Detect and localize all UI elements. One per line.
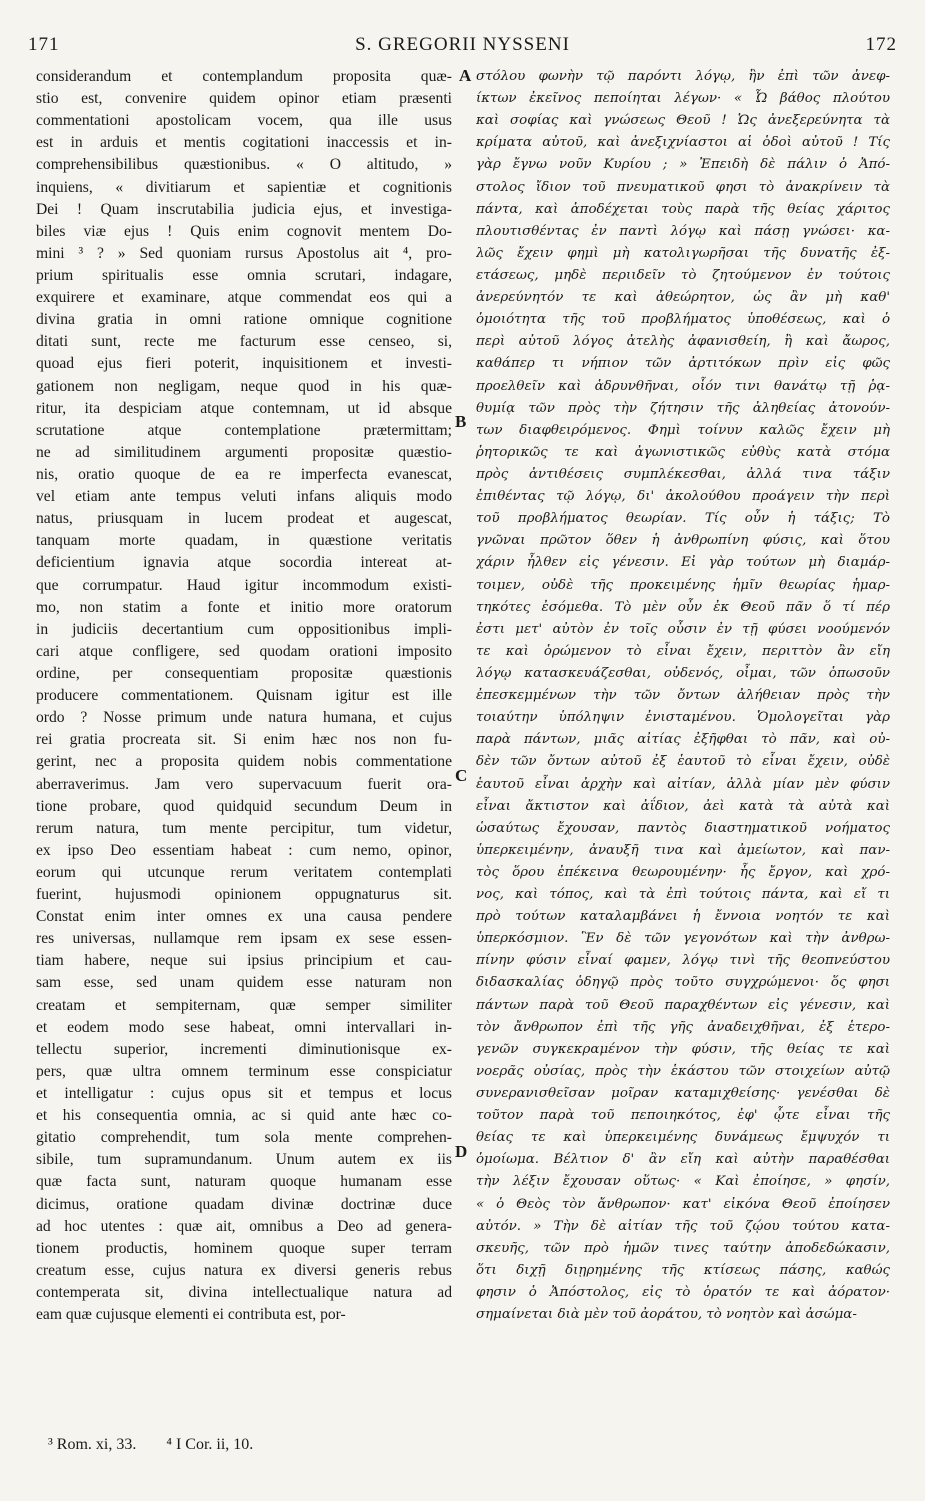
greek-text-line: στόλου φωνὴν τῷ παρόντι λόγῳ, ἣν ἐπὶ τῶν ἀνεφ- — [476, 69, 890, 84]
greek-text-line: εἶναι ἄκτιστον καὶ ἀΐδιον, ἀεὶ κατὰ τὰ αὐτὰ καὶ — [476, 798, 890, 814]
latin-text-line: scrutatione atque contemplatione prætermittam; — [36, 421, 452, 439]
greek-text-line: προελθεῖν καὶ ἁδρυνθῆναι, οἷόν τινι θανάτῳ τῇ ῥᾳ- — [476, 378, 890, 394]
latin-text-line: creatum esse, cujus natura ex diversi generis rebus — [36, 1261, 452, 1279]
greek-column — [476, 66, 890, 1326]
latin-text-line: ordo ? Nosse primum unde natura humana, et cujus — [36, 709, 452, 727]
greek-text-line: ετάσεως, μηδὲ περιιδεῖν τὸ ζητούμενον ἐν τούτοις — [476, 267, 890, 283]
latin-text-line: sibile, tum supramundanum. Unum autem ex iis — [36, 1151, 452, 1169]
latin-text-line: cari atque confligere, sed quodam orationi imposito — [36, 642, 452, 660]
greek-text-line: πλουτισθέντας ἐν παντὶ λόγῳ καὶ πάσῃ γνώσει· κα- — [476, 223, 890, 239]
latin-text-line: gerint, nec a proposita quidem nobis commentatione — [36, 753, 452, 771]
latin-text-line: considerandum et contemplandum proposita quæ- — [36, 68, 452, 85]
greek-text-line: ἀνερεύνητόν τε καὶ ἀθεώρητον, ὡς ἂν μὴ καθ' — [476, 290, 890, 306]
latin-text-line: tione probare, quod quidquid secundum Deum in — [36, 797, 452, 815]
latin-text-line: gationem non negligam, neque quod in his quæ- — [36, 377, 452, 395]
greek-text-line: θυμίᾳ τῶν πρὸς τὴν ζήτησιν τῆς ἀληθείας ἀτονούν- — [476, 400, 890, 416]
greek-text-line: λόγῳ κατασκευάζεσθαι, οὐδενός, οἶμαι, τῶν ὁπωσοῦν — [476, 665, 890, 681]
greek-text-line: διδασκαλίας ὁδηγῷ πρὸς τοῦτο συγχρώμενοι· ὅς φησι — [476, 975, 890, 991]
greek-text-line: γνῶναι πρῶτον ὅθεν ἡ ἀνθρωπίνη φύσις, καὶ ὅτου — [476, 533, 890, 549]
greek-text-line: φησιν ὁ Ἀπόστολος, εἰς τὸ ὁρατόν τε καὶ ἀόρατον· — [476, 1285, 890, 1301]
latin-text-line: Constat enim inter omnes ex una causa pendere — [36, 908, 452, 926]
greek-text-line: συνερανισθεῖσαν μοῖραν καταμιχθείσης· γενέσθαι δὲ — [476, 1086, 890, 1102]
greek-text-line: τε καὶ ὁρώμενον τὸ εἶναι ἔχειν, περιττὸν ἂν εἴη — [476, 643, 890, 659]
greek-text-line: πρὸ τούτων καταλαμβάνει ἡ ἔννοια νοητόν τε καὶ — [476, 909, 890, 925]
greek-text-line: νοερᾶς οὐσίας, πρὸς τὴν ἑκάστου τῶν στοιχείων αὐτῷ — [476, 1063, 890, 1079]
latin-text-line: divina gratia in omni ratione omnique cognitione — [36, 311, 452, 329]
page-number-left: 171 — [28, 34, 60, 55]
latin-text-line: eorum qui utcunque rerum veritatem contemplati — [36, 863, 452, 881]
latin-text-line: nis, oratio quoque de ea re imperfecta evanescat, — [36, 465, 452, 483]
footnote-2: ⁴ I Cor. ii, 10. — [166, 1436, 254, 1453]
latin-text-line: rerum natura, tum mente percipitur, tum videtur, — [36, 819, 452, 837]
latin-text-line: tanquam morte quadam, in quæstione veritatis — [36, 532, 452, 550]
greek-text-line: τοιμεν, οὐδὲ τῆς προκειμένης ἡμῖν θεωρίας ἡμαρ- — [476, 577, 890, 593]
margin-marker-a: A — [459, 66, 472, 85]
greek-text-line: λῶς ἔχειν φημὶ μὴ κατολιγωρῆσαι τῆς δυνατῆς ἐξ- — [476, 245, 890, 261]
greek-text-line: αὐτόν. » Τὴν δὲ αἰτίαν τῆς τοῦ ζῴου τούτου κατα- — [476, 1218, 890, 1234]
latin-text-line: ditati sunt, recte me facturum esse censeo, si, — [36, 333, 452, 351]
latin-text-line: ritur, ita despiciam atque contemnam, ut id absque — [36, 399, 452, 417]
greek-text-line: κρίματα αὐτοῦ, καὶ ἀνεξιχνίαστοι αἱ ὁδοὶ αὐτοῦ ! Τίς — [476, 135, 890, 151]
latin-text-line: deficientium ignavia atque socordia intereat at- — [36, 554, 452, 572]
latin-text-line: eam quæ cujusque elementi ei contributa est, por- — [36, 1306, 346, 1324]
greek-text-line: τὴν λέξιν ἔχουσαν οὕτως· « Καὶ ἐποίησε, » φησίν, — [476, 1174, 890, 1190]
page-number-right: 172 — [865, 34, 897, 55]
greek-text-line: ὅτι διχῇ διῃρημένης τῆς κτίσεως πάσης, καθώς — [476, 1262, 890, 1278]
running-title: S. GREGORII NYSSENI — [355, 34, 570, 55]
greek-text-line: ὡσαύτως ἔχουσαν, παντὸς διαστηματικοῦ νοήματος — [476, 820, 890, 836]
latin-text-line: ordine, per consequentiam propositæ quæstionis — [36, 664, 452, 682]
latin-text-line: res universas, nullamque rem ipsam ex sese essen- — [36, 930, 452, 948]
greek-text-line: παρὰ πάντων, μιᾶς αἰτίας ἐξῆφθαι τὸ πᾶν, καὶ οὐ- — [476, 732, 890, 748]
greek-text-line: σημαίνεται διὰ μὲν τοῦ ἀοράτου, τὸ νοητὸν καὶ ἀσώμα- — [476, 1307, 857, 1323]
greek-text-line: ῥητορικῶς τε καὶ ἀγωνιστικῶς εὐθὺς κατὰ στόμα — [476, 444, 890, 460]
greek-text-line: ὁμοιότητα τῆς τοῦ προβλήματος ὑποθέσεως, καὶ ὁ — [476, 312, 890, 328]
latin-text-line: aberraverimus. Jam vero supervacuum fuerit ora- — [36, 775, 452, 793]
latin-text-line: tiam habere, neque sui ipsius principium et cau- — [36, 952, 452, 970]
margin-marker-d: D — [455, 1142, 468, 1161]
footnote-1: ³ Rom. xi, 33. — [48, 1436, 137, 1453]
greek-text-line: ἐστι μετ' αὐτὸν ἐν τοῖς οὖσιν ἐν τῇ φύσει νοούμενόν — [476, 621, 890, 637]
latin-text-line: stio est, convenire quidem opinor etiam præsenti — [36, 90, 452, 108]
greek-text-line: ἑαυτοῦ εἶναι ἀρχὴν καὶ αἰτίαν, ἀλλὰ μίαν μὲν φύσιν — [476, 776, 890, 792]
greek-text-line: στολος ἴδιον τοῦ πνευματικοῦ φησι τὸ ἀνακρίνειν τὰ — [476, 179, 890, 195]
greek-text-line: των διαφθειρόμενος. Φημὶ τοίνυν καλῶς ἔχειν μὴ — [476, 422, 890, 438]
greek-text-line: τοῦ προβλήματος θεωρίαν. Τίς οὖν ἡ τάξις; Τὸ — [476, 511, 890, 527]
greek-text-line: πάντα, καὶ ἀποδέχεται τοὺς παρὰ τῆς θείας χάριτος — [476, 201, 890, 217]
greek-text-line: καὶ σοφίας καὶ γνώσεως Θεοῦ ! Ὡς ἀνεξερεύνητα τὰ — [476, 113, 890, 129]
greek-text-line: ίκτων ἐκεῖνος πεποίηται λέγων· « Ὦ βάθος πλούτου — [476, 91, 890, 107]
greek-text-line: τὸν ἄνθρωπον ἐπὶ τῆς γῆς ἀναδειχθῆναι, ἐξ ἑτερο- — [476, 1019, 890, 1035]
greek-text-line: ὑπερκειμένην, ἀναυξῆ τινα καὶ ἀμείωτον, καὶ παν- — [476, 842, 890, 858]
latin-text-line: exquirere et examinare, atque commendat eos qui a — [36, 289, 452, 307]
latin-text-line: quoad ejus fieri poterit, inquisitionem et investi- — [36, 355, 452, 373]
latin-text-line: natus, priusquam in lucem prodeat et augescat, — [36, 510, 452, 528]
latin-text-line: creatam et sempiternam, quæ semper similiter — [36, 996, 452, 1014]
latin-text-line: Dei ! Quam inscrutabilia judicia ejus, et investiga- — [36, 200, 452, 218]
latin-text-line: pers, quæ ultra omnem terminum esse conspiciatur — [36, 1062, 452, 1080]
latin-text-line: vel etiam ante tempus veluti infans aliquis modo — [36, 488, 452, 506]
latin-text-line: comprehensibilibus quæstionibus. « O altitudo, » — [36, 156, 452, 174]
latin-text-line: tionem productis, hominem quoque super terram — [36, 1239, 452, 1257]
greek-text-line: ὁμοίωμα. Βέλτιον δ' ἂν εἴη καὶ αὐτὴν παραθέσθαι — [476, 1152, 890, 1168]
greek-text-line: χάριν ἦλθεν εἰς γένεσιν. Εἰ γὰρ τούτων μὴ διαμάρ- — [476, 555, 890, 571]
greek-text-line: τοῦτον παρὰ τοῦ πεποιηκότος, ἐφ' ᾧτε εἶναι τῆς — [476, 1108, 890, 1124]
latin-text-line: ad hoc utentes : quæ ait, omnibus a Deo ad genera- — [36, 1217, 452, 1235]
latin-text-line: ne ad similitudinem argumenti propositæ quæstio- — [36, 443, 452, 461]
latin-text-line: sam esse, sed unam quidem esse naturam non — [36, 974, 452, 992]
latin-text-line: contemperata sit, divina intellectualique natura ad — [36, 1284, 452, 1302]
latin-text-line: producere commentationem. Quisnam igitur est ille — [36, 687, 452, 705]
latin-text-line: quæ facta sunt, naturam quoque humanam esse — [36, 1173, 452, 1191]
latin-column — [36, 66, 452, 1326]
latin-text-line: fuerint, hujusmodi opinionem oppugnaturus sit. — [36, 886, 452, 904]
greek-text-line: τὸς ὅρου ἐπέκεινα θεωρουμένην· ἧς ἔργον, καὶ χρό- — [476, 864, 890, 880]
margin-marker-b: B — [455, 412, 467, 431]
greek-text-line: ὑπερκόσμιον. Ἓν δὲ τῶν γεγονότων καὶ τὴν ἀνθρω- — [476, 931, 890, 947]
greek-text-line: τηκότες ἐσόμεθα. Τὸ μὲν οὖν ἐκ Θεοῦ πᾶν ὅ τί πέρ — [476, 599, 890, 615]
greek-text-line: νος, καὶ τόπος, καὶ τὰ ἐπὶ τούτοις πάντα, καὶ εἴ τι — [476, 887, 890, 903]
latin-text-line: et eodem modo sese habeat, omni intervallari in- — [36, 1018, 452, 1036]
latin-text-line: dicimus, oratione quadam divinæ doctrinæ duce — [36, 1195, 452, 1213]
latin-text-line: commentationi apostolicam vocem, qua ille usus — [36, 112, 452, 130]
greek-text-line: γὰρ ἔγνω νοῦν Κυρίου ; » Ἐπειδὴ δὲ πάλιν ὁ Ἀπό- — [476, 157, 890, 173]
footnotes — [48, 1436, 279, 1454]
greek-text-line: ἐπεσκεμμένων τὴν τῶν ὄντων ἀλήθειαν πρὸς τὴν — [476, 688, 890, 704]
latin-text-line: et intelligatur : cujus opus sit et tempus et locus — [36, 1085, 452, 1103]
latin-text-line: biles viæ ejus ! Quis enim cognovit mentem Do- — [36, 222, 452, 240]
greek-text-line: πάντων παρὰ τοῦ Θεοῦ παραχθέντων εἰς γένεσιν, καὶ — [476, 997, 890, 1013]
latin-text-line: gitatio comprehendit, tum sola mente comprehen- — [36, 1129, 452, 1147]
greek-text-line: ἐπιθέντας τῷ λόγῳ, δι' ἀκολούθου προάγειν τὴν περὶ — [476, 489, 890, 505]
latin-text-line: mini ³ ? » Sed quoniam rursus Apostolus ait ⁴, pro- — [36, 244, 452, 262]
latin-text-line: mo, non statim a fonte et initio more oratorum — [36, 598, 452, 616]
greek-text-line: καθάπερ τι νήπιον τῶν ἀρτιτόκων πρὶν εἰς φῶς — [476, 356, 890, 372]
latin-text-line: est in arduis et mentis cogitationi inaccessis et in- — [36, 134, 452, 152]
greek-text-line: πρὸς ἀντιθέσεις συμπλέκεσθαι, ἀλλά τινα τάξιν — [476, 466, 890, 482]
greek-text-line: πίνην φύσιν εἶναί φαμεν, λόγῳ τινὶ τῆς θεοπνεύστου — [476, 953, 890, 969]
greek-text-line: σκευῆς, τῶν πρὸ ἡμῶν τινες ταύτην ἀποδεδώκασιν, — [476, 1240, 890, 1256]
margin-marker-c: C — [455, 766, 468, 785]
greek-text-line: περὶ αὐτοῦ λόγος ἀτελὴς ἀφανισθείη, ἢ καὶ ἄωρος, — [476, 334, 890, 350]
greek-text-line: « ὁ Θεὸς τὸν ἄνθρωπον· κατ' εἰκόνα Θεοῦ ἐποίησεν — [476, 1196, 890, 1212]
latin-text-line: in judiciis decertantium cum oppositionibus impli- — [36, 620, 452, 638]
greek-text-line: δὲν τῶν ὄντων αὐτοῦ ἐξ ἑαυτοῦ τὸ εἶναι ἔχειν, οὐδὲ — [476, 754, 890, 770]
latin-text-line: prium spiritualis esse omnia scrutari, indagare, — [36, 266, 452, 284]
latin-text-line: ex ipso Deo essentiam habeat : cum nemo, opinor, — [36, 841, 452, 859]
latin-text-line: que corrumpatur. Haud igitur incommodum existi- — [36, 576, 452, 594]
greek-text-line: γενῶν συγκεκραμένον τὴν φύσιν, τῆς θείας τε καὶ — [476, 1041, 890, 1057]
greek-text-line: θείας τε καὶ ὑπερκειμένης δυνάμεως ἔμψυχόν τι — [476, 1130, 890, 1146]
latin-text-line: rei gratia procreata sit. Si enim hæc nos non fu- — [36, 731, 452, 749]
latin-text-line: et his consequentia omnia, ac si quid ante hæc co- — [36, 1107, 452, 1125]
latin-text-line: inquiens, « divitiarum et sapientiæ et cognitionis — [36, 178, 452, 196]
page-header — [28, 34, 897, 60]
greek-text-line: τοιαύτην ὑπόληψιν ἐνισταμένου. Ὁμολογεῖται γὰρ — [476, 710, 890, 726]
latin-text-line: tellectu superior, incrementi diminutionisque ex- — [36, 1040, 452, 1058]
